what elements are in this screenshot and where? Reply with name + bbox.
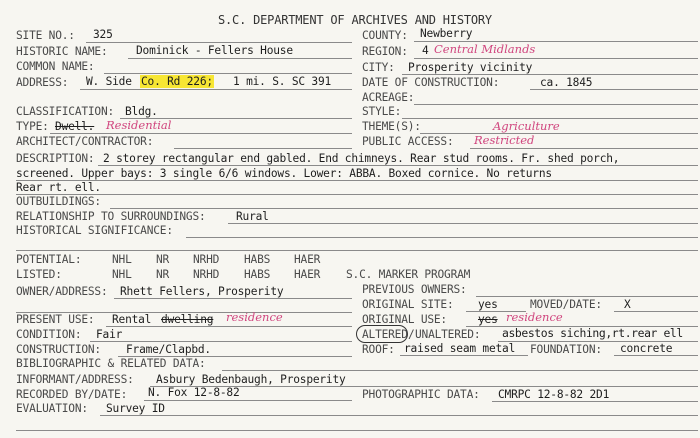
condition-rule xyxy=(90,341,352,342)
city-value: Prosperity vicinity xyxy=(408,61,533,74)
altered-label: ALTERED xyxy=(362,328,408,341)
county-label: COUNTY: xyxy=(362,29,408,42)
theme-handwritten: Agriculture xyxy=(493,119,560,133)
region-value: 4 xyxy=(422,44,429,57)
address-label: ADDRESS: xyxy=(16,76,69,89)
type-handwritten: Residential xyxy=(106,118,172,132)
card-title: S.C. DEPARTMENT OF ARCHIVES AND HISTORY xyxy=(218,13,492,27)
present-use-handwritten: residence xyxy=(226,310,283,324)
moved-date-label: MOVED/DATE: xyxy=(530,298,602,311)
site-no-label: SITE NO.: xyxy=(16,29,75,42)
address-rule xyxy=(80,89,352,90)
type-value: Dwell. xyxy=(55,120,95,133)
historic-name-value: Dominick - Fellers House xyxy=(136,44,293,57)
owner-address-rule xyxy=(114,298,352,299)
listed-habs: HABS xyxy=(244,268,271,281)
theme-rule xyxy=(420,133,698,134)
previous-owners-rule xyxy=(476,296,698,297)
moved-date-rule xyxy=(614,311,698,312)
evaluation-rule xyxy=(100,415,698,416)
potential-label: POTENTIAL: xyxy=(16,253,82,266)
original-use-handwritten: residence xyxy=(506,310,563,324)
outbuildings-label: OUTBUILDINGS: xyxy=(16,195,101,208)
relationship-value: Rural xyxy=(236,210,269,223)
classification-label: CLASSIFICATION: xyxy=(16,105,115,118)
historical-significance-rule xyxy=(186,237,698,238)
foundation-value: concrete xyxy=(620,342,673,355)
potential-nr: NR xyxy=(156,253,170,266)
present-use-value: Rental xyxy=(112,313,152,326)
recorded-by-value: N. Fox 12-8-82 xyxy=(148,386,240,399)
county-value: Newberry xyxy=(420,27,473,40)
style-label: STYLE: xyxy=(362,105,402,118)
date-construction-value: ca. 1845 xyxy=(540,76,593,89)
historic-name-rule xyxy=(128,58,352,59)
photographic-data-value: CMRPC 12-8-82 2D1 xyxy=(498,388,610,401)
owner-address-value: Rhett Fellers, Prosperity xyxy=(120,285,284,298)
original-use-struck: yes xyxy=(478,313,498,326)
original-use-label: ORIGINAL USE: xyxy=(362,313,447,326)
common-name-rule xyxy=(104,73,352,74)
description-line-1: 2 storey rectangular end gabled. End chimneys. Rear stud rooms. Fr. shed porch, xyxy=(103,152,620,165)
type-rule xyxy=(50,133,352,134)
type-label: TYPE: xyxy=(16,120,49,133)
description-line-3: Rear rt. ell. xyxy=(16,181,101,194)
recorded-by-rule xyxy=(144,400,352,401)
blank-rule xyxy=(16,250,698,251)
potential-nrhd: NRHD xyxy=(193,253,220,266)
potential-nhl: NHL xyxy=(112,253,132,266)
address-highlight: Co. Rd 226; xyxy=(141,75,213,88)
description-rule-2 xyxy=(16,180,698,181)
historic-name-label: HISTORIC NAME: xyxy=(16,45,108,58)
marker-program: S.C. MARKER PROGRAM xyxy=(346,268,471,281)
description-line-2: screened. Upper bays: 3 single 6/6 windows. Lower: ABBA. Boxed cornice. No returns xyxy=(16,167,552,180)
foundation-rule xyxy=(614,355,698,356)
original-site-label: ORIGINAL SITE: xyxy=(362,298,454,311)
date-construction-label: DATE OF CONSTRUCTION: xyxy=(362,76,500,89)
informant-value: Asbury Bedenbaugh, Prosperity xyxy=(156,373,346,386)
common-name-label: COMMON NAME: xyxy=(16,60,95,73)
present-use-rule xyxy=(106,326,352,327)
site-no-rule xyxy=(86,42,352,43)
listed-nrhd: NRHD xyxy=(193,268,220,281)
evaluation-value: Survey ID xyxy=(106,402,165,415)
address-value-b: 1 mi. S. SC 391 xyxy=(233,75,332,88)
previous-owners-label: PREVIOUS OWNERS: xyxy=(362,283,467,296)
description-rule-1 xyxy=(98,165,698,166)
altered-value: asbestos siching,rt.rear ell xyxy=(502,326,683,340)
present-use-struck: dwelling xyxy=(161,313,214,326)
moved-date-value: X xyxy=(624,298,631,311)
condition-label: CONDITION: xyxy=(16,328,82,341)
potential-habs: HABS xyxy=(244,253,271,266)
city-label: CITY: xyxy=(362,61,395,74)
region-label: REGION: xyxy=(362,45,408,58)
listed-nhl: NHL xyxy=(112,268,132,281)
acreage-rule xyxy=(414,104,698,105)
relationship-label: RELATIONSHIP TO SURROUNDINGS: xyxy=(16,210,206,223)
listed-label: LISTED: xyxy=(16,268,62,281)
photographic-data-rule xyxy=(492,401,698,402)
evaluation-label: EVALUATION: xyxy=(16,402,88,415)
address-value-a: W. Side xyxy=(86,75,132,88)
listed-nr: NR xyxy=(156,268,170,281)
unaltered-label: UNALTERED: xyxy=(415,328,481,341)
potential-haer: HAER xyxy=(294,253,321,266)
listed-haer: HAER xyxy=(294,268,321,281)
city-rule xyxy=(402,74,698,75)
description-label: DESCRIPTION: xyxy=(16,152,95,165)
recorded-by-label: RECORDED BY/DATE: xyxy=(16,388,128,401)
historical-significance-label: HISTORICAL SIGNIFICANCE: xyxy=(16,224,173,237)
date-construction-rule xyxy=(530,89,698,90)
public-access-handwritten: Restricted xyxy=(474,133,535,147)
theme-label: THEME(S): xyxy=(362,120,421,133)
altered-separator: / xyxy=(408,328,415,341)
region-handwritten: Central Midlands xyxy=(434,42,536,56)
description-rule-3 xyxy=(16,194,698,195)
relationship-rule xyxy=(228,223,698,224)
acreage-label: ACREAGE: xyxy=(362,91,415,104)
outbuildings-rule xyxy=(110,208,698,209)
construction-value: Frame/Clapbd. xyxy=(126,343,211,356)
classification-value: Bldg. xyxy=(125,105,158,118)
region-rule xyxy=(414,58,698,59)
public-access-rule xyxy=(470,148,698,149)
architect-label: ARCHITECT/CONTRACTOR: xyxy=(16,135,154,148)
roof-rule xyxy=(400,355,528,356)
architect-rule xyxy=(174,148,352,149)
bottom-rule xyxy=(16,430,698,431)
roof-label: ROOF: xyxy=(362,343,395,356)
roof-value: raised seam metal xyxy=(404,342,516,355)
condition-value: Fair xyxy=(96,328,123,341)
informant-label: INFORMANT/ADDRESS: xyxy=(16,373,134,386)
photographic-data-label: PHOTOGRAPHIC DATA: xyxy=(362,388,480,401)
bibliographic-label: BIBLIOGRAPHIC & RELATED DATA: xyxy=(16,357,206,370)
public-access-label: PUBLIC ACCESS: xyxy=(362,135,454,148)
present-use-label: PRESENT USE: xyxy=(16,313,95,326)
site-no-value: 325 xyxy=(93,28,113,41)
construction-label: CONSTRUCTION: xyxy=(16,343,101,356)
original-site-value: yes xyxy=(478,298,498,311)
foundation-label: FOUNDATION: xyxy=(530,343,602,356)
bibliographic-rule xyxy=(222,370,698,371)
owner-address-label: OWNER/ADDRESS: xyxy=(16,285,108,298)
